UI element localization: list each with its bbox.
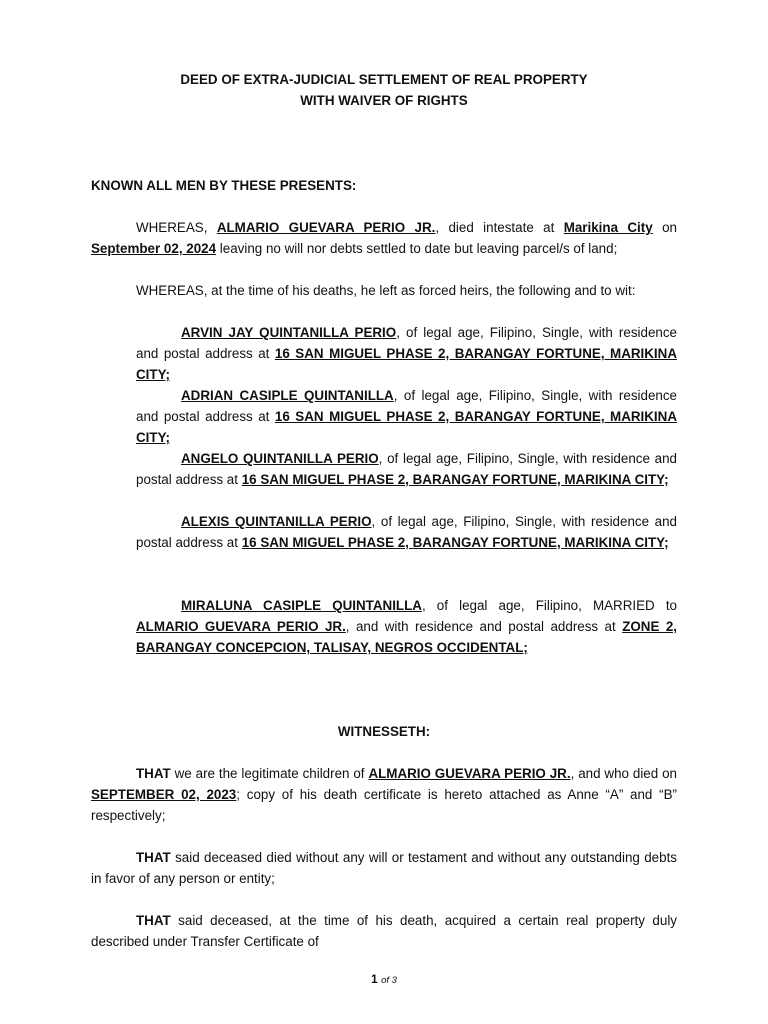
heir-name: ARVIN JAY QUINTANILLA PERIO bbox=[181, 325, 397, 340]
that-text: said deceased, at the time of his death, acquired a certain real property duly described under Transfer Certificate of bbox=[91, 913, 677, 949]
heir-entry bbox=[136, 511, 677, 553]
that-paragraph-1 bbox=[91, 763, 677, 826]
husband-name: ALMARIO GUEVARA PERIO JR. bbox=[136, 619, 346, 634]
date-of-death: September 02, 2024 bbox=[91, 241, 217, 256]
whereas-paragraph-2: WHEREAS, at the time of his deaths, he left as forced heirs, the following and to wit: bbox=[136, 283, 636, 298]
that-lead: THAT bbox=[136, 850, 171, 865]
page-number-current: 1 bbox=[371, 972, 378, 986]
whereas-paragraph-1 bbox=[91, 217, 677, 259]
spouse-text-2: , and with residence and postal address at bbox=[345, 619, 616, 634]
that-paragraph-2 bbox=[91, 847, 677, 889]
spouse-text-1: , of legal age, Filipino, MARRIED to bbox=[421, 598, 678, 613]
whereas-text-1: , died intestate at bbox=[435, 220, 555, 235]
that-text-3: ; copy of his death certificate is hereto attached as Anne “A” and “B” respectively; bbox=[91, 787, 677, 823]
whereas-lead: WHEREAS, bbox=[136, 220, 208, 235]
that-text: said deceased died without any will or testament and without any outstanding debts in favor of any person or entity; bbox=[91, 850, 677, 886]
heir-name: ADRIAN CASIPLE QUINTANILLA bbox=[181, 388, 394, 403]
heir-description: , of legal age, Filipino, Single, with residence and postal address at bbox=[136, 388, 677, 424]
page-number bbox=[0, 972, 768, 986]
heir-entry bbox=[136, 322, 677, 385]
document-title-line-2: WITH WAIVER OF RIGHTS bbox=[300, 93, 468, 108]
heir-address: 16 SAN MIGUEL PHASE 2, BARANGAY FORTUNE, MARIKINA CITY; bbox=[136, 346, 677, 382]
heir-description: , of legal age, Filipino, Single, with residence and postal address at bbox=[136, 451, 677, 487]
heir-entry bbox=[136, 448, 677, 490]
page-number-total: of 3 bbox=[381, 975, 397, 986]
document-title-line-1: DEED OF EXTRA-JUDICIAL SETTLEMENT OF REAL PROPERTY bbox=[180, 72, 588, 87]
witnesseth-heading: WITNESSETH: bbox=[337, 724, 431, 739]
that-paragraph-3 bbox=[91, 910, 677, 952]
death-date: SEPTEMBER 02, 2023 bbox=[91, 787, 237, 802]
heir-description: , of legal age, Filipino, Single, with residence and postal address at bbox=[136, 325, 677, 361]
heir-entry bbox=[136, 385, 677, 448]
whereas-text-3: leaving no will nor debts settled to date but leaving parcel/s of land; bbox=[219, 241, 618, 256]
known-all-men-heading: KNOWN ALL MEN BY THESE PRESENTS: bbox=[91, 178, 357, 193]
heir-name: ALEXIS QUINTANILLA PERIO bbox=[181, 514, 372, 529]
heir-address: 16 SAN MIGUEL PHASE 2, BARANGAY FORTUNE, MARIKINA CITY; bbox=[241, 535, 669, 550]
that-text-1: we are the legitimate children of bbox=[170, 766, 365, 781]
spouse-name: MIRALUNA CASIPLE QUINTANILLA bbox=[181, 598, 422, 613]
heir-address: 16 SAN MIGUEL PHASE 2, BARANGAY FORTUNE, MARIKINA CITY; bbox=[136, 409, 677, 445]
that-text-2: , and who died on bbox=[570, 766, 677, 781]
place-of-death: Marikina City bbox=[563, 220, 653, 235]
heir-name: ANGELO QUINTANILLA PERIO bbox=[181, 451, 379, 466]
heir-description: , of legal age, Filipino, Single, with residence and postal address at bbox=[136, 514, 677, 550]
that-lead: THAT bbox=[136, 766, 171, 781]
spouse-address: ZONE 2, BARANGAY CONCEPCION, TALISAY, NEGROS OCCIDENTAL; bbox=[136, 619, 677, 655]
whereas-text-2: on bbox=[662, 220, 677, 235]
deceased-name: ALMARIO GUEVARA PERIO JR. bbox=[216, 220, 436, 235]
spouse-entry bbox=[136, 595, 677, 658]
that-lead: THAT bbox=[136, 913, 171, 928]
heir-address: 16 SAN MIGUEL PHASE 2, BARANGAY FORTUNE, MARIKINA CITY; bbox=[241, 472, 669, 487]
father-name: ALMARIO GUEVARA PERIO JR. bbox=[368, 766, 571, 781]
